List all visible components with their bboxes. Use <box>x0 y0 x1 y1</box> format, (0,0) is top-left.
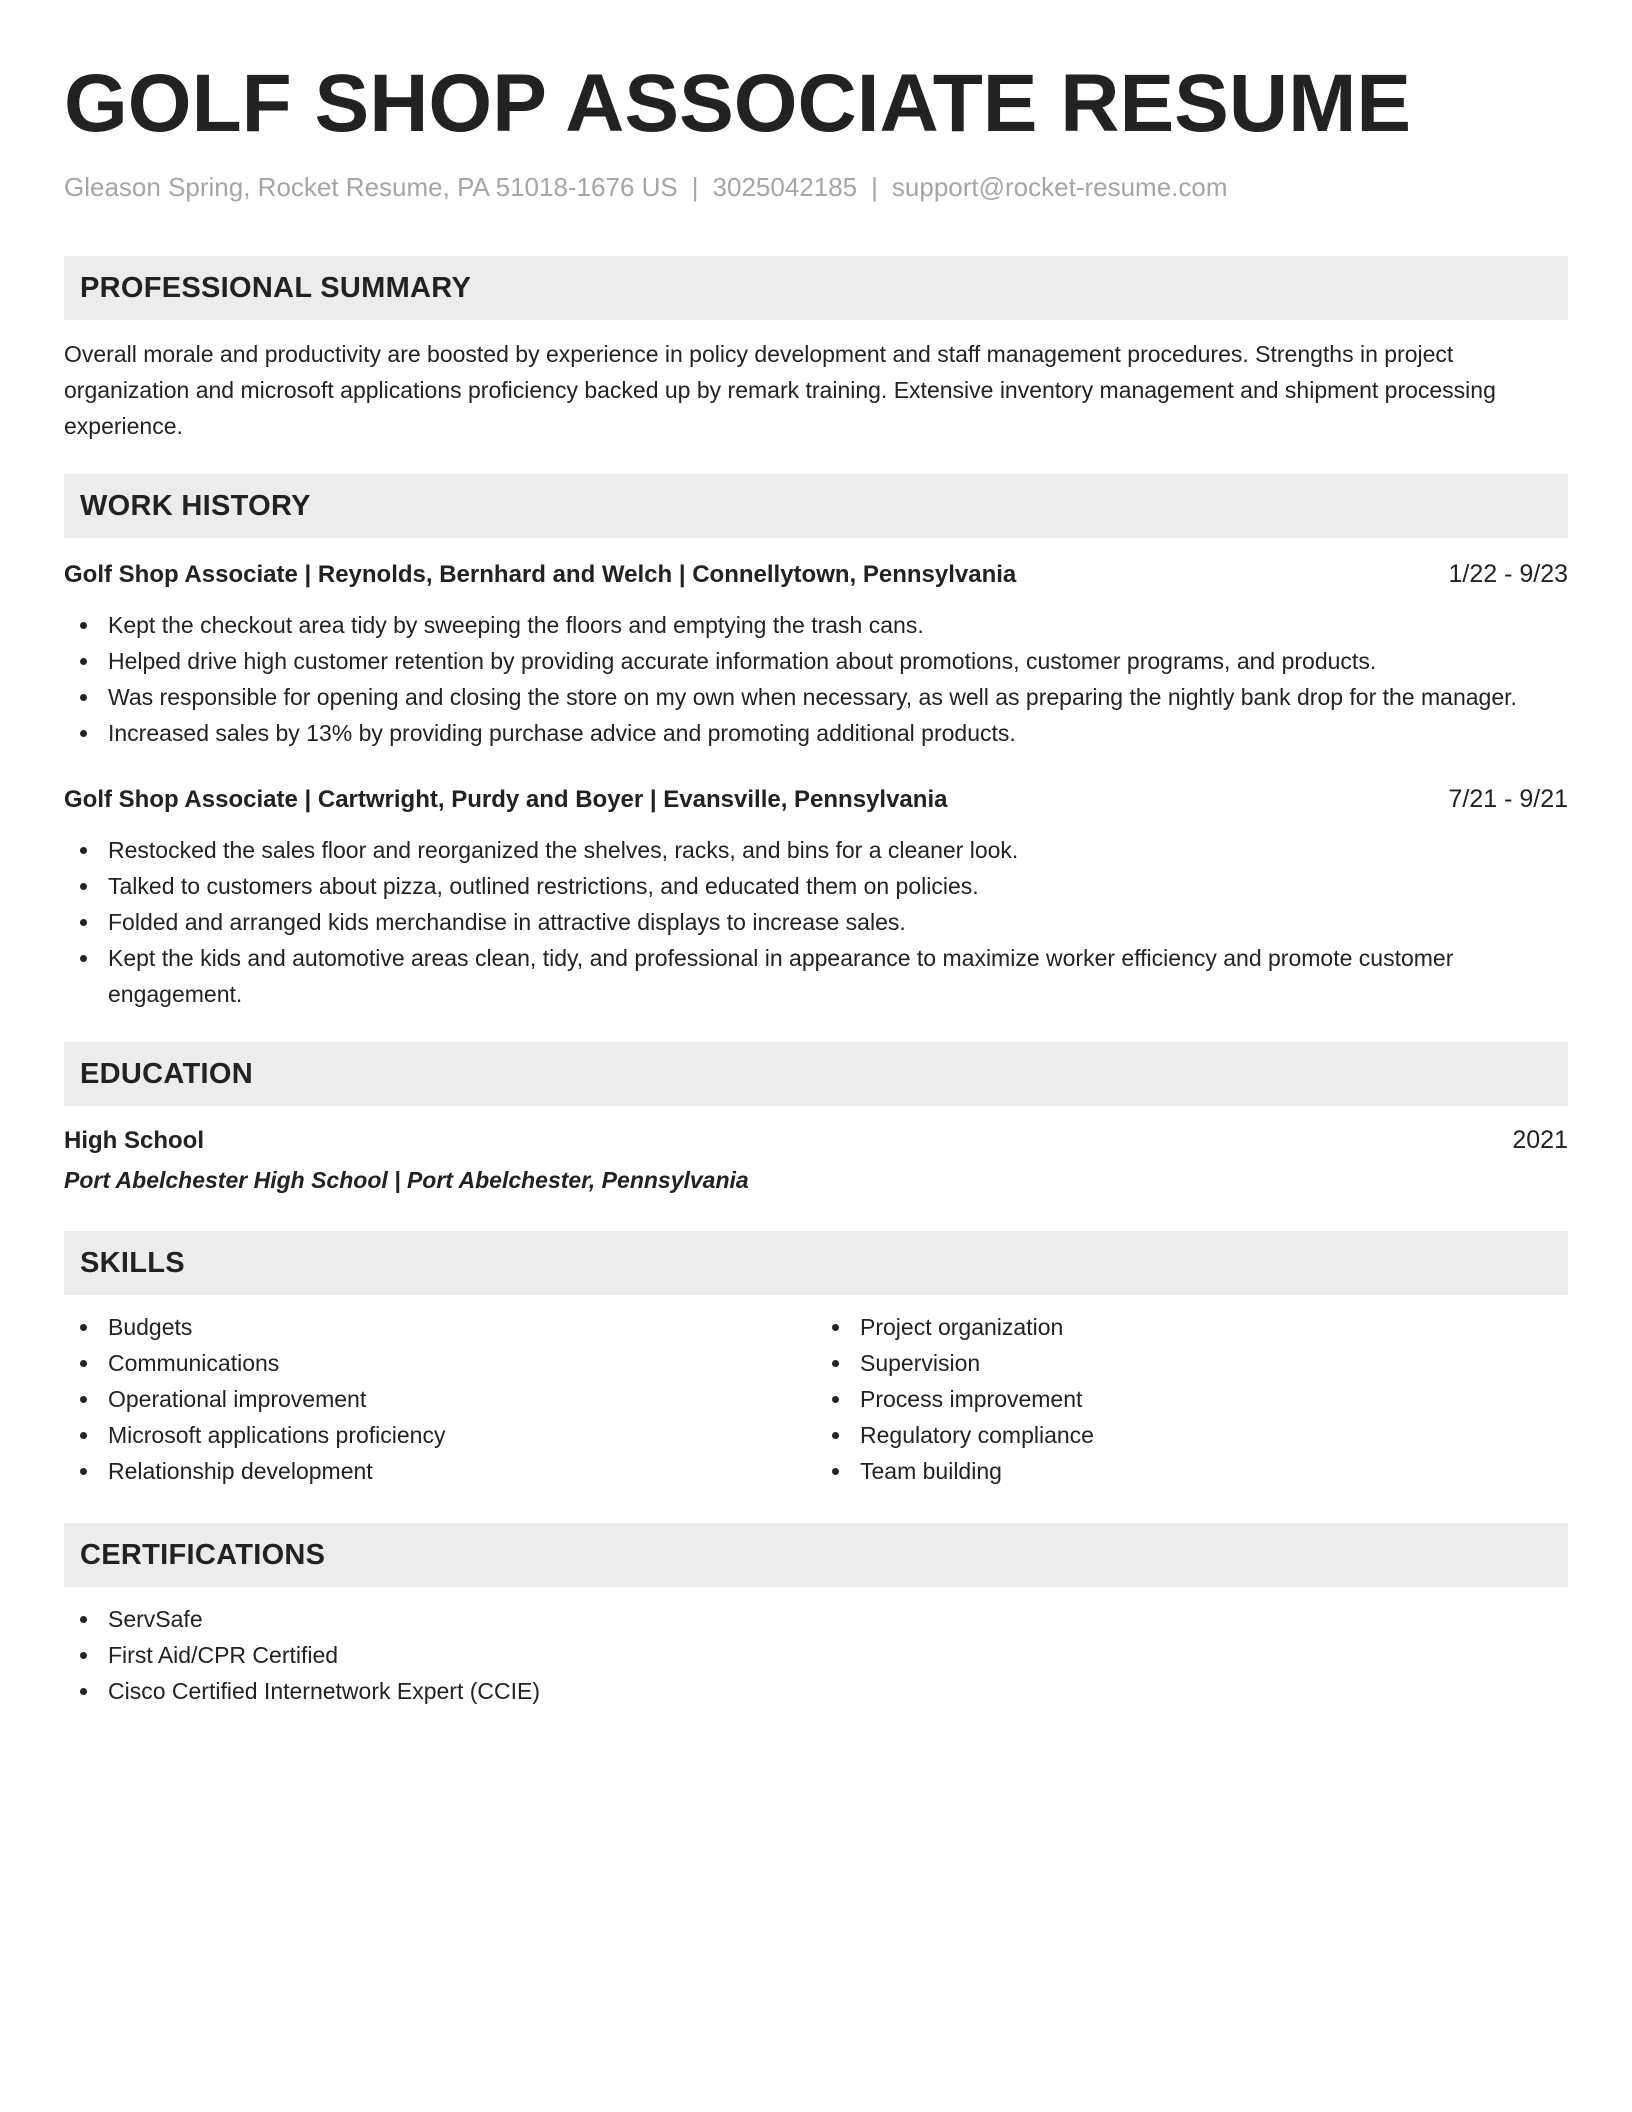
list-item: ServSafe <box>64 1601 1568 1637</box>
list-item: Microsoft applications proficiency <box>64 1417 816 1453</box>
list-item: Budgets <box>64 1309 816 1345</box>
education-year: 2021 <box>1512 1126 1568 1154</box>
list-item: Restocked the sales floor and reorganized the shelves, racks, and bins for a cleaner look. <box>64 832 1568 868</box>
contact-phone: 3025042185 <box>712 172 858 202</box>
list-item: Helped drive high customer retention by providing accurate information about promotions, customer programs, and products. <box>64 643 1568 679</box>
education-header <box>64 1122 1568 1159</box>
contact-line <box>64 170 1568 204</box>
contact-email: support@rocket-resume.com <box>891 172 1228 202</box>
section-header-certifications: CERTIFICATIONS <box>64 1523 1568 1587</box>
list-item: Operational improvement <box>64 1381 816 1417</box>
contact-address: Gleason Spring, Rocket Resume, PA 51018-1676 US <box>64 172 678 202</box>
job-bullets <box>64 607 1568 751</box>
job-header <box>64 556 1568 593</box>
job-bullets <box>64 832 1568 1012</box>
list-item: First Aid/CPR Certified <box>64 1637 1568 1673</box>
job-entry <box>64 556 1568 751</box>
education-school: Port Abelchester High School | Port Abelchester, Pennsylvania <box>64 1167 749 1193</box>
skills-list <box>816 1309 1568 1489</box>
job-dates: 1/22 - 9/23 <box>1448 560 1568 588</box>
list-item: Team building <box>816 1453 1568 1489</box>
list-item: Folded and arranged kids merchandise in attractive displays to increase sales. <box>64 904 1568 940</box>
education-degree: High School <box>64 1127 204 1154</box>
list-item: Kept the checkout area tidy by sweeping the floors and emptying the trash cans. <box>64 607 1568 643</box>
resume-title: GOLF SHOP ASSOCIATE RESUME <box>64 58 1412 149</box>
job-dates: 7/21 - 9/21 <box>1448 785 1568 813</box>
list-item: Process improvement <box>816 1381 1568 1417</box>
contact-separator: | <box>871 172 878 202</box>
list-item: Project organization <box>816 1309 1568 1345</box>
list-item: Cisco Certified Internetwork Expert (CCIE) <box>64 1673 1568 1709</box>
job-header <box>64 781 1568 818</box>
list-item: Talked to customers about pizza, outlined restrictions, and educated them on policies. <box>64 868 1568 904</box>
list-item: Regulatory compliance <box>816 1417 1568 1453</box>
job-entry <box>64 781 1568 1012</box>
section-header-skills: SKILLS <box>64 1231 1568 1295</box>
job-title: Golf Shop Associate | Cartwright, Purdy and Boyer | Evansville, Pennsylvania <box>64 786 948 813</box>
section-header-education: EDUCATION <box>64 1042 1568 1106</box>
section-header-summary: PROFESSIONAL SUMMARY <box>64 256 1568 320</box>
skills-grid <box>64 1309 1568 1489</box>
list-item: Communications <box>64 1345 816 1381</box>
summary-text: Overall morale and productivity are boosted by experience in policy development and staff management procedures. Strengths in project organization and microsoft applications proficiency backed up by remark training. Extensive inventory management and shipment processing experience. <box>64 341 1496 439</box>
list-item: Supervision <box>816 1345 1568 1381</box>
education-entry <box>64 1122 1568 1197</box>
section-header-work-history: WORK HISTORY <box>64 474 1568 538</box>
skills-list <box>64 1309 816 1489</box>
list-item: Increased sales by 13% by providing purchase advice and promoting additional products. <box>64 715 1568 751</box>
contact-separator: | <box>691 172 699 202</box>
list-item: Kept the kids and automotive areas clean, tidy, and professional in appearance to maximize worker efficiency and promote customer engagement. <box>64 940 1568 1012</box>
skills-column-right <box>816 1309 1568 1489</box>
certifications-list <box>64 1601 1568 1709</box>
list-item: Relationship development <box>64 1453 816 1489</box>
skills-column-left <box>64 1309 816 1489</box>
list-item: Was responsible for opening and closing the store on my own when necessary, as well as preparing the nightly bank drop for the manager. <box>64 679 1568 715</box>
job-title: Golf Shop Associate | Reynolds, Bernhard and Welch | Connellytown, Pennsylvania <box>64 561 1017 588</box>
